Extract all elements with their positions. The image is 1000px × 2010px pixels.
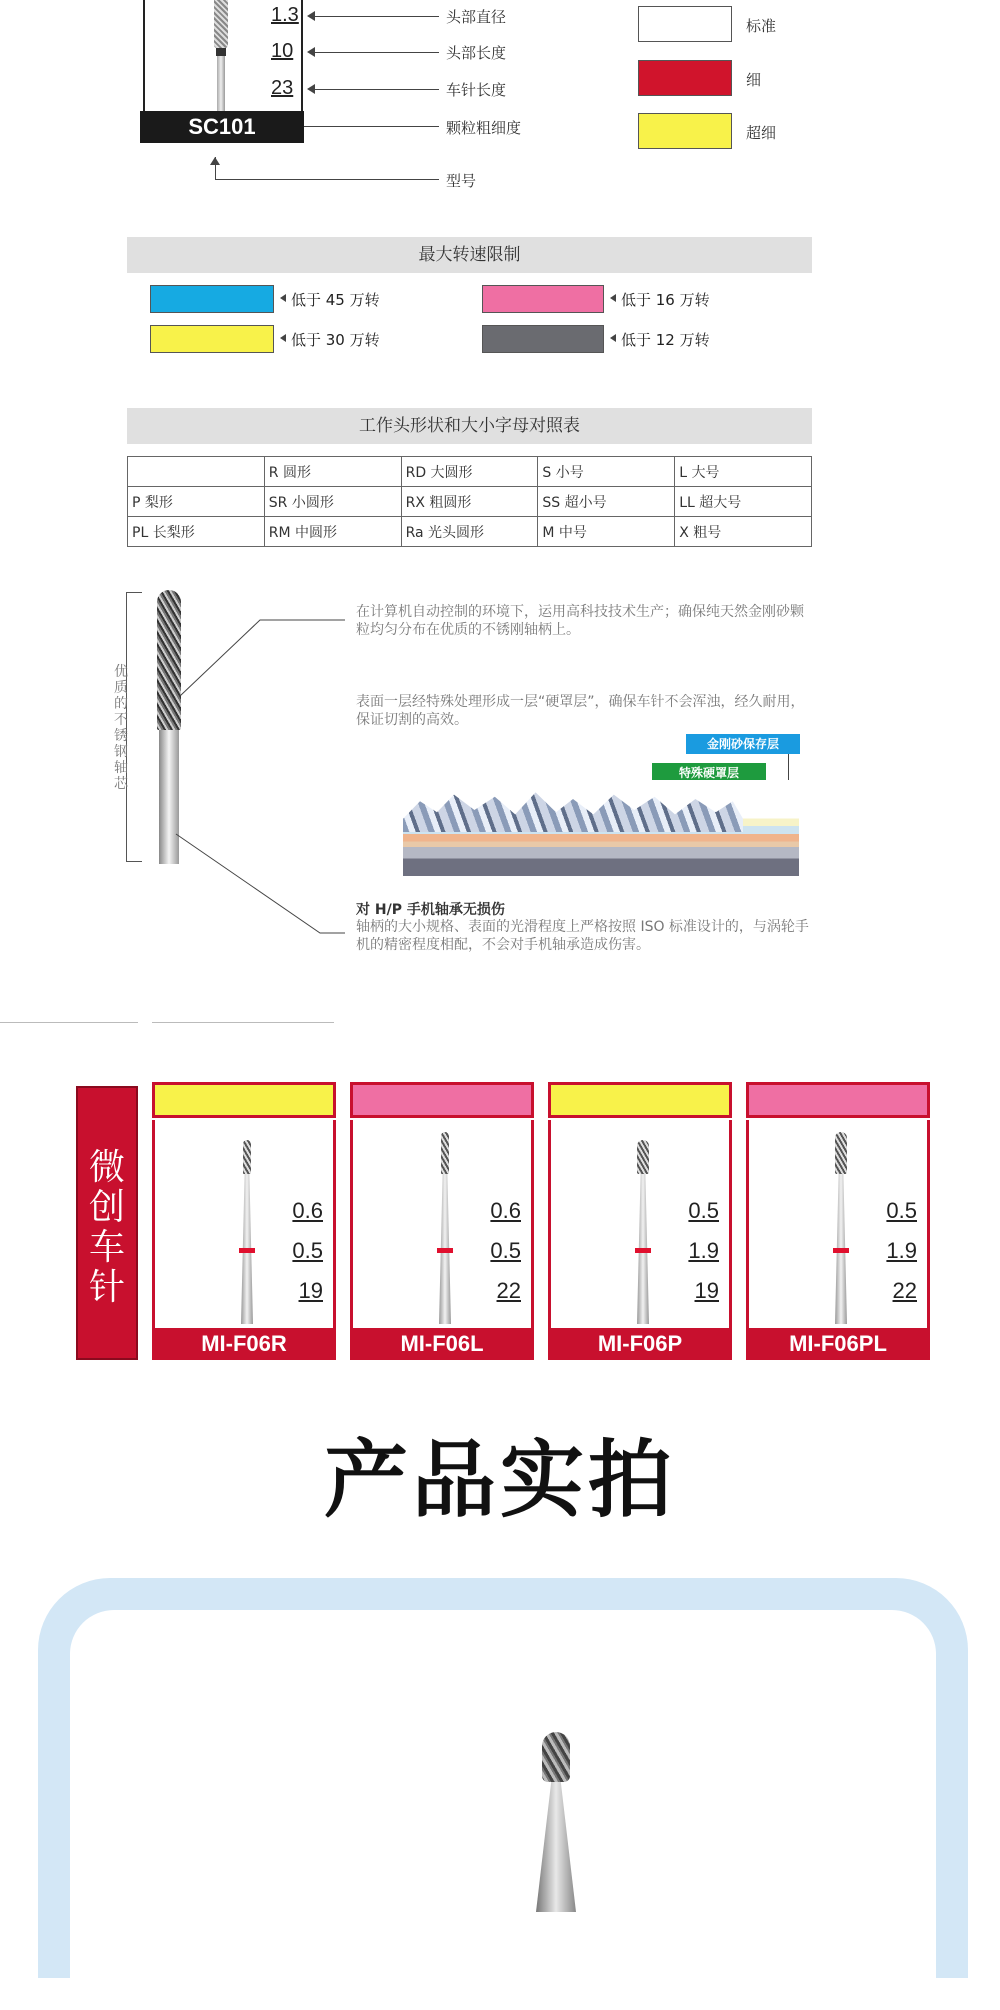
bur-head-icon (214, 0, 228, 48)
product-code: MI-F06R (152, 1328, 336, 1360)
table-cell: LL 超大号 (675, 487, 812, 517)
arrow-icon (610, 294, 616, 302)
speed-label-45: 低于 45 万转 (291, 291, 380, 309)
speed-label-12: 低于 12 万转 (621, 331, 710, 349)
head-diameter: 0.5 (688, 1198, 719, 1223)
card-body (548, 1120, 732, 1328)
product-code: MI-F06L (350, 1328, 534, 1360)
table-cell: P 梨形 (128, 487, 265, 517)
card-body (350, 1120, 534, 1328)
table-cell: S 小号 (538, 457, 675, 487)
photo-section-title: 产品实拍 (323, 1431, 676, 1529)
bur-length: 22 (496, 1278, 521, 1303)
dim-label-3: 车针长度 (446, 81, 507, 99)
head-diameter: 0.5 (886, 1198, 917, 1223)
table-row (128, 457, 812, 487)
bur-length: 22 (892, 1278, 917, 1303)
bur-length: 19 (298, 1278, 323, 1303)
product-card-mi-f06p[interactable] (548, 1082, 732, 1360)
product-photo-shank-icon (536, 1782, 576, 1912)
model-code-badge: SC101 (140, 111, 304, 143)
speed-color-bar (548, 1082, 732, 1118)
arrow-up-icon (210, 157, 220, 165)
shape-table-title: 工作头形状和大小字母对照表 (127, 408, 812, 444)
dim-number-2: 10 (271, 40, 294, 62)
bur-icon (835, 1132, 847, 1174)
photo-frame (38, 1578, 968, 1978)
speed-color-bar (152, 1082, 336, 1118)
feature-text-3: 轴柄的大小规格、表面的光滑程度上严格按照 ISO 标准设计的，与涡轮手机的精密程度相配，不会对手机轴承造成伤害。 (356, 919, 809, 953)
speed-swatch-30 (150, 325, 274, 353)
arrow-icon (280, 334, 286, 342)
speed-swatch-45 (150, 285, 274, 313)
grit-swatch-fine (638, 60, 732, 96)
arrow-icon (280, 294, 286, 302)
speed-title: 最大转速限制 (127, 237, 812, 273)
grit-label-extra-fine: 超细 (746, 124, 777, 142)
layer-label-green: 特殊硬罩层 (652, 763, 766, 783)
feature-text-2: 表面一层经特殊处理形成一层“硬罩层”，确保车针不会浑浊，经久耐用，保证切割的高效。 (356, 694, 805, 728)
shape-table (127, 456, 812, 547)
bur-length: 19 (694, 1278, 719, 1303)
table-cell: SS 超小号 (538, 487, 675, 517)
shaft-label: 优质的不锈钢轴芯 (114, 664, 128, 792)
product-code: MI-F06PL (746, 1328, 930, 1360)
table-cell: RM 中圆形 (264, 517, 401, 547)
table-cell (128, 457, 265, 487)
grit-label-standard: 标准 (746, 17, 777, 35)
table-cell: SR 小圆形 (264, 487, 401, 517)
coating-layers-image (403, 780, 799, 876)
table-cell: L 大号 (675, 457, 812, 487)
table-cell: R 圆形 (264, 457, 401, 487)
bur-neck-icon (216, 48, 226, 56)
grit-swatch-standard (638, 6, 732, 42)
model-label: 型号 (446, 172, 477, 190)
product-card-mi-f06pl[interactable] (746, 1082, 930, 1360)
card-body (152, 1120, 336, 1328)
grit-label-fine: 细 (746, 71, 762, 89)
bur-icon (637, 1140, 649, 1174)
table-row (128, 517, 812, 547)
speed-label-16: 低于 16 万转 (621, 291, 710, 309)
divider (0, 1022, 138, 1023)
head-length: 1.9 (688, 1238, 719, 1263)
dim-number-1: 1.3 (271, 4, 299, 26)
product-side-label: 微创车针 (76, 1086, 138, 1360)
bur-icon (243, 1140, 251, 1174)
dim-number-3: 23 (271, 77, 294, 99)
feature-title-3: 对 H/P 手机轴承无损伤 (356, 902, 505, 918)
bur-icon (441, 1132, 449, 1174)
callout-lines (170, 600, 350, 940)
speed-label-30: 低于 30 万转 (291, 331, 380, 349)
product-code: MI-F06P (548, 1328, 732, 1360)
table-cell: PL 长梨形 (128, 517, 265, 547)
feature-text-1: 在计算机自动控制的环境下，运用高科技技术生产；确保纯天然金刚砂颗粒均匀分布在优质的不锈刚轴柄上。 (356, 604, 804, 638)
dim-label-1: 头部直径 (446, 8, 507, 26)
card-body (746, 1120, 930, 1328)
speed-color-bar (350, 1082, 534, 1118)
head-length: 0.5 (490, 1238, 521, 1263)
product-photo-bur-icon (542, 1732, 570, 1782)
grit-swatch-extra-fine (638, 113, 732, 149)
speed-swatch-16 (482, 285, 604, 313)
head-length: 1.9 (886, 1238, 917, 1263)
head-diameter: 0.6 (292, 1198, 323, 1223)
photo-inner (70, 1610, 936, 2010)
table-cell: RX 粗圆形 (401, 487, 538, 517)
divider (152, 1022, 334, 1023)
arrow-icon (610, 334, 616, 342)
dim-label-2: 头部长度 (446, 44, 507, 62)
table-cell: M 中号 (538, 517, 675, 547)
layer-label-blue: 金刚砂保存层 (686, 734, 800, 754)
product-card-mi-f06l[interactable] (350, 1082, 534, 1360)
head-length: 0.5 (292, 1238, 323, 1263)
speed-swatch-12 (482, 325, 604, 353)
table-cell: X 粗号 (675, 517, 812, 547)
product-card-mi-f06r[interactable] (152, 1082, 336, 1360)
grit-label: 颗粒粗细度 (446, 119, 522, 137)
table-row (128, 487, 812, 517)
table-cell: Ra 光头圆形 (401, 517, 538, 547)
speed-color-bar (746, 1082, 930, 1118)
head-diameter: 0.6 (490, 1198, 521, 1223)
table-cell: RD 大圆形 (401, 457, 538, 487)
